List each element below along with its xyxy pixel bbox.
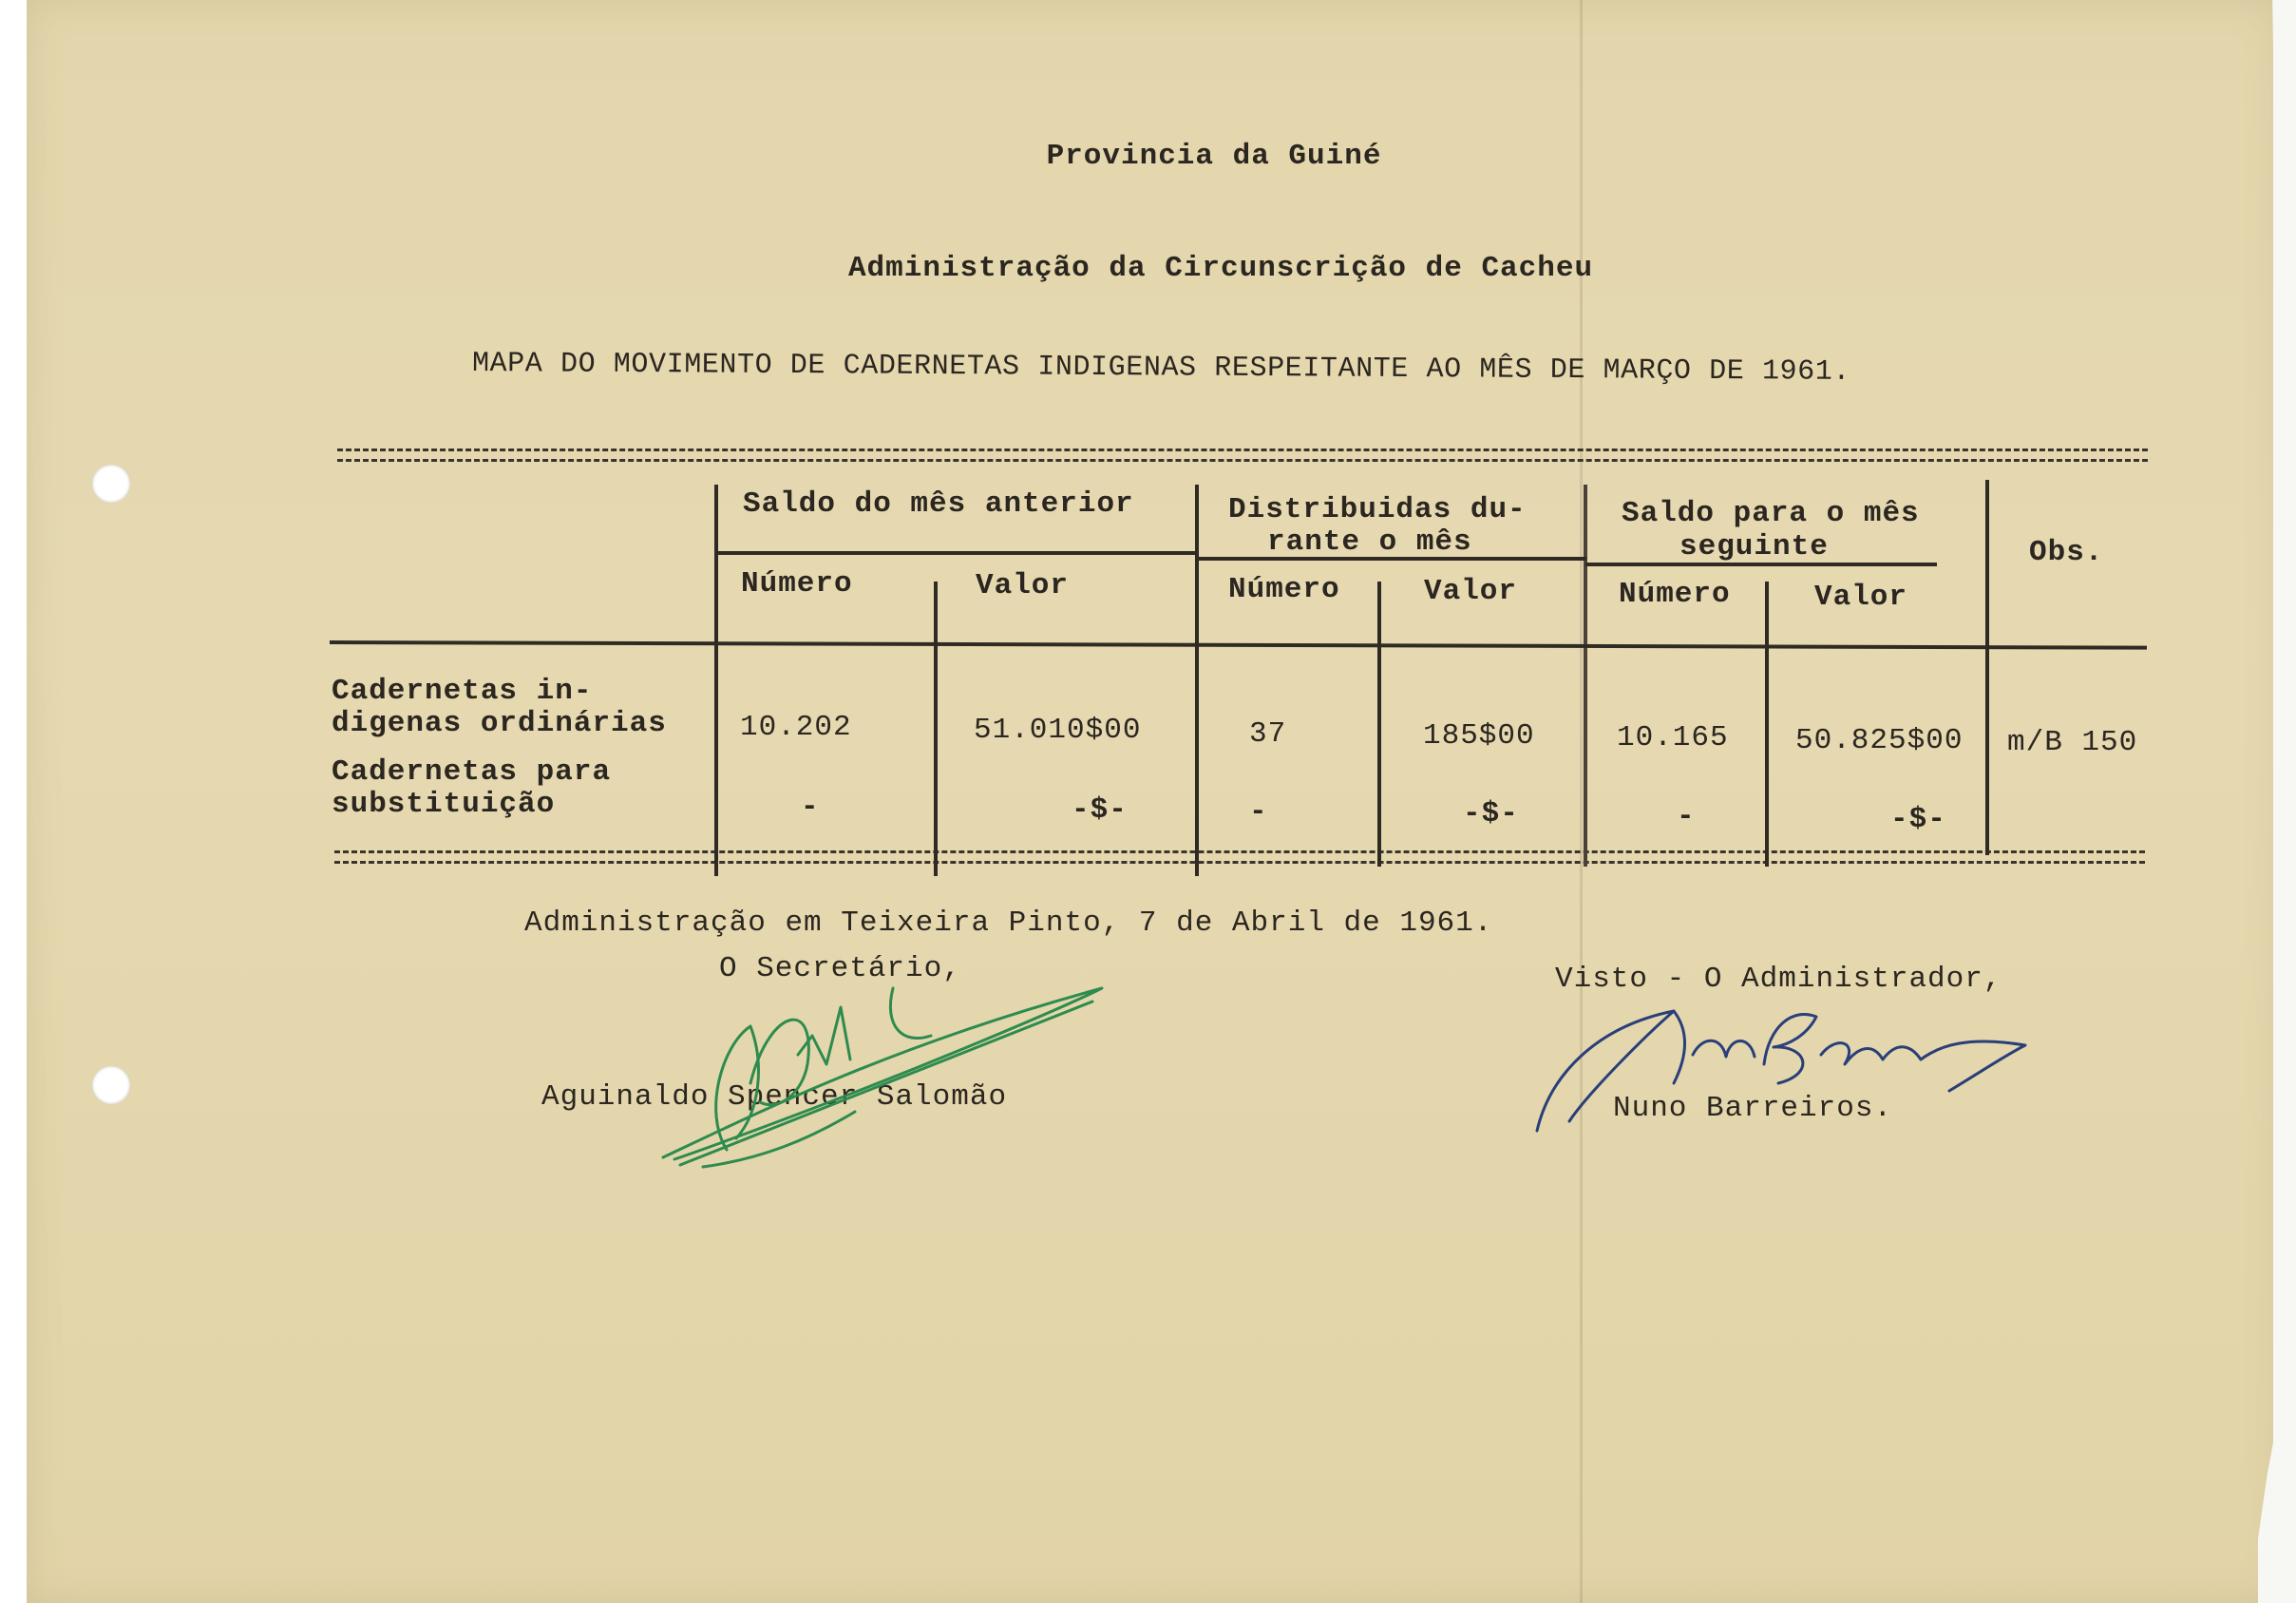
cell-saldo-valor: -$- xyxy=(1072,793,1128,827)
row-label: Cadernetas para xyxy=(332,755,612,789)
column-divider xyxy=(714,485,718,876)
row-label: Cadernetas in- xyxy=(332,675,593,708)
cell-seg-numero: - xyxy=(1677,800,1696,833)
paper-fold xyxy=(1580,0,1583,1603)
secretary-signature-icon xyxy=(646,969,1121,1188)
header-distribuidas-cont: rante o mês xyxy=(1267,525,1472,559)
header-distribuidas: Distribuidas du- xyxy=(1228,493,1527,526)
header-saldo-seguinte-cont: seguinte xyxy=(1679,530,1829,563)
column-divider xyxy=(1195,485,1199,876)
column-divider xyxy=(934,582,938,876)
cell-dist-numero: 37 xyxy=(1249,717,1287,751)
visto-administrator: Visto - O Administrador, xyxy=(1555,963,2002,996)
secretary-name: Aguinaldo Spencer Salomão xyxy=(541,1080,1008,1114)
subheader-numero: Número xyxy=(1619,578,1731,611)
row-label-cont: substituição xyxy=(332,788,556,821)
cell-saldo-numero: 10.202 xyxy=(740,711,852,744)
row-label-cont: digenas ordinárias xyxy=(332,707,667,740)
subheader-valor: Valor xyxy=(1814,581,1908,614)
document-title: MAPA DO MOVIMENTO DE CADERNETAS INDIGENAS RESPEITANTE AO MÊS DE MARÇO DE 1961. xyxy=(471,348,1851,389)
column-divider xyxy=(1584,485,1587,867)
column-divider xyxy=(1985,480,1989,855)
table-top-rule xyxy=(337,448,2148,462)
cell-seg-valor: 50.825$00 xyxy=(1795,724,1964,757)
province-heading: Provincia da Guiné xyxy=(1046,140,1382,173)
cell-dist-valor: 185$00 xyxy=(1423,719,1535,753)
subheader-valor: Valor xyxy=(976,569,1070,602)
cell-dist-numero: - xyxy=(1249,795,1268,829)
header-obs: Obs. xyxy=(2029,536,2104,569)
punch-hole xyxy=(92,465,130,503)
column-divider xyxy=(1765,582,1769,867)
cell-dist-valor: -$- xyxy=(1463,797,1519,830)
cell-saldo-valor: 51.010$00 xyxy=(974,714,1142,747)
cell-seg-numero: 10.165 xyxy=(1617,721,1729,754)
cell-seg-valor: -$- xyxy=(1890,803,1946,836)
column-divider xyxy=(1377,582,1381,867)
cell-obs: m/B 150 xyxy=(2007,726,2138,759)
place-date: Administração em Teixeira Pinto, 7 de Abril de 1961. xyxy=(524,906,1493,940)
table-bottom-rule xyxy=(334,850,2145,864)
header-saldo-anterior: Saldo do mês anterior xyxy=(743,487,1134,521)
punch-hole xyxy=(92,1066,130,1104)
administrator-name: Nuno Barreiros. xyxy=(1613,1092,1893,1125)
group-underline xyxy=(716,551,1197,555)
cell-saldo-numero: - xyxy=(801,791,820,824)
subheader-valor: Valor xyxy=(1424,575,1518,608)
header-saldo-seguinte: Saldo para o mês xyxy=(1622,497,1920,530)
administration-heading: Administração da Circunscrição de Cacheu xyxy=(847,252,1594,285)
secretary-title: O Secretário, xyxy=(719,952,961,985)
subheader-numero: Número xyxy=(741,567,853,601)
subheader-numero: Número xyxy=(1228,573,1340,606)
administrator-signature-icon xyxy=(1531,998,2035,1140)
